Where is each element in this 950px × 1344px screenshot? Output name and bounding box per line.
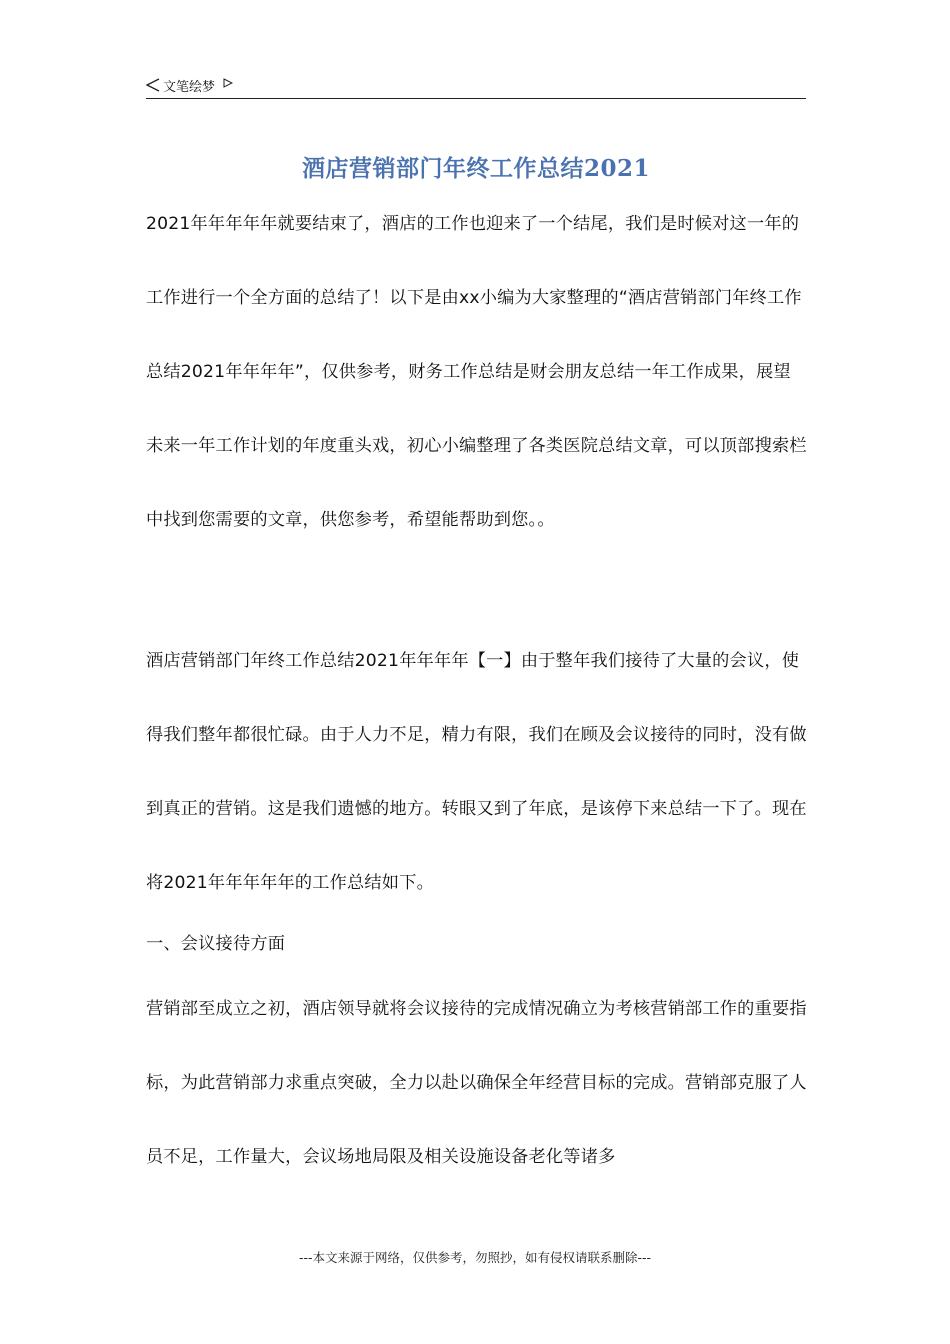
document-title: 酒店营销部门年终工作总结2021 bbox=[301, 155, 650, 182]
paragraph-intro: 2021年年年年年就要结束了，酒店的工作也迎来了一个结尾，我们是时候对这一年的工作进行一个全方面的总结了！以下是由xx小编为大家整理的“酒店营销部门年终工作总结2021年年年年”，仅供参考，财务工作总结是财会朋友总结一年工作成果，展望未来一年工作计划的年度重头戏，初心小编整理了各类医院总结文章，可以顶部搜索栏中找到您需要的文章，供您参考，希望能帮助到您。。 bbox=[146, 214, 807, 530]
triangle-left-icon bbox=[146, 78, 160, 92]
triangle-right-icon bbox=[223, 77, 233, 87]
header-brand: 文笔绘梦 bbox=[163, 79, 216, 95]
paragraph-meetings: 营销部至成立之初，酒店领导就将会议接待的完成情况确立为考核营销部工作的重要指标，为此营销部力求重点突破，全力以赴以确保全年经营目标的完成。营销部克服了人员不足，工作量大，会议场地局限及相关设施设备老化等诸多 bbox=[146, 999, 807, 1167]
header-brand-row bbox=[146, 74, 806, 96]
footer-notice: ---本文来源于网络，仅供参考，勿照抄，如有侵权请联系删除--- bbox=[298, 1250, 652, 1265]
paragraph-part-one: 酒店营销部门年终工作总结2021年年年年【一】由于整年我们接待了大量的会议，使得我们整年都很忙碌。由于人力不足，精力有限，我们在顾及会议接待的同时，没有做到真正的营销。这是我们遗憾的地方。转眼又到了年底，是该停下来总结一下了。现在将2021年年年年年的工作总结如下。 bbox=[146, 651, 807, 893]
page-header bbox=[146, 74, 806, 99]
section-heading-meetings: 一、会议接待方面 bbox=[146, 934, 286, 954]
